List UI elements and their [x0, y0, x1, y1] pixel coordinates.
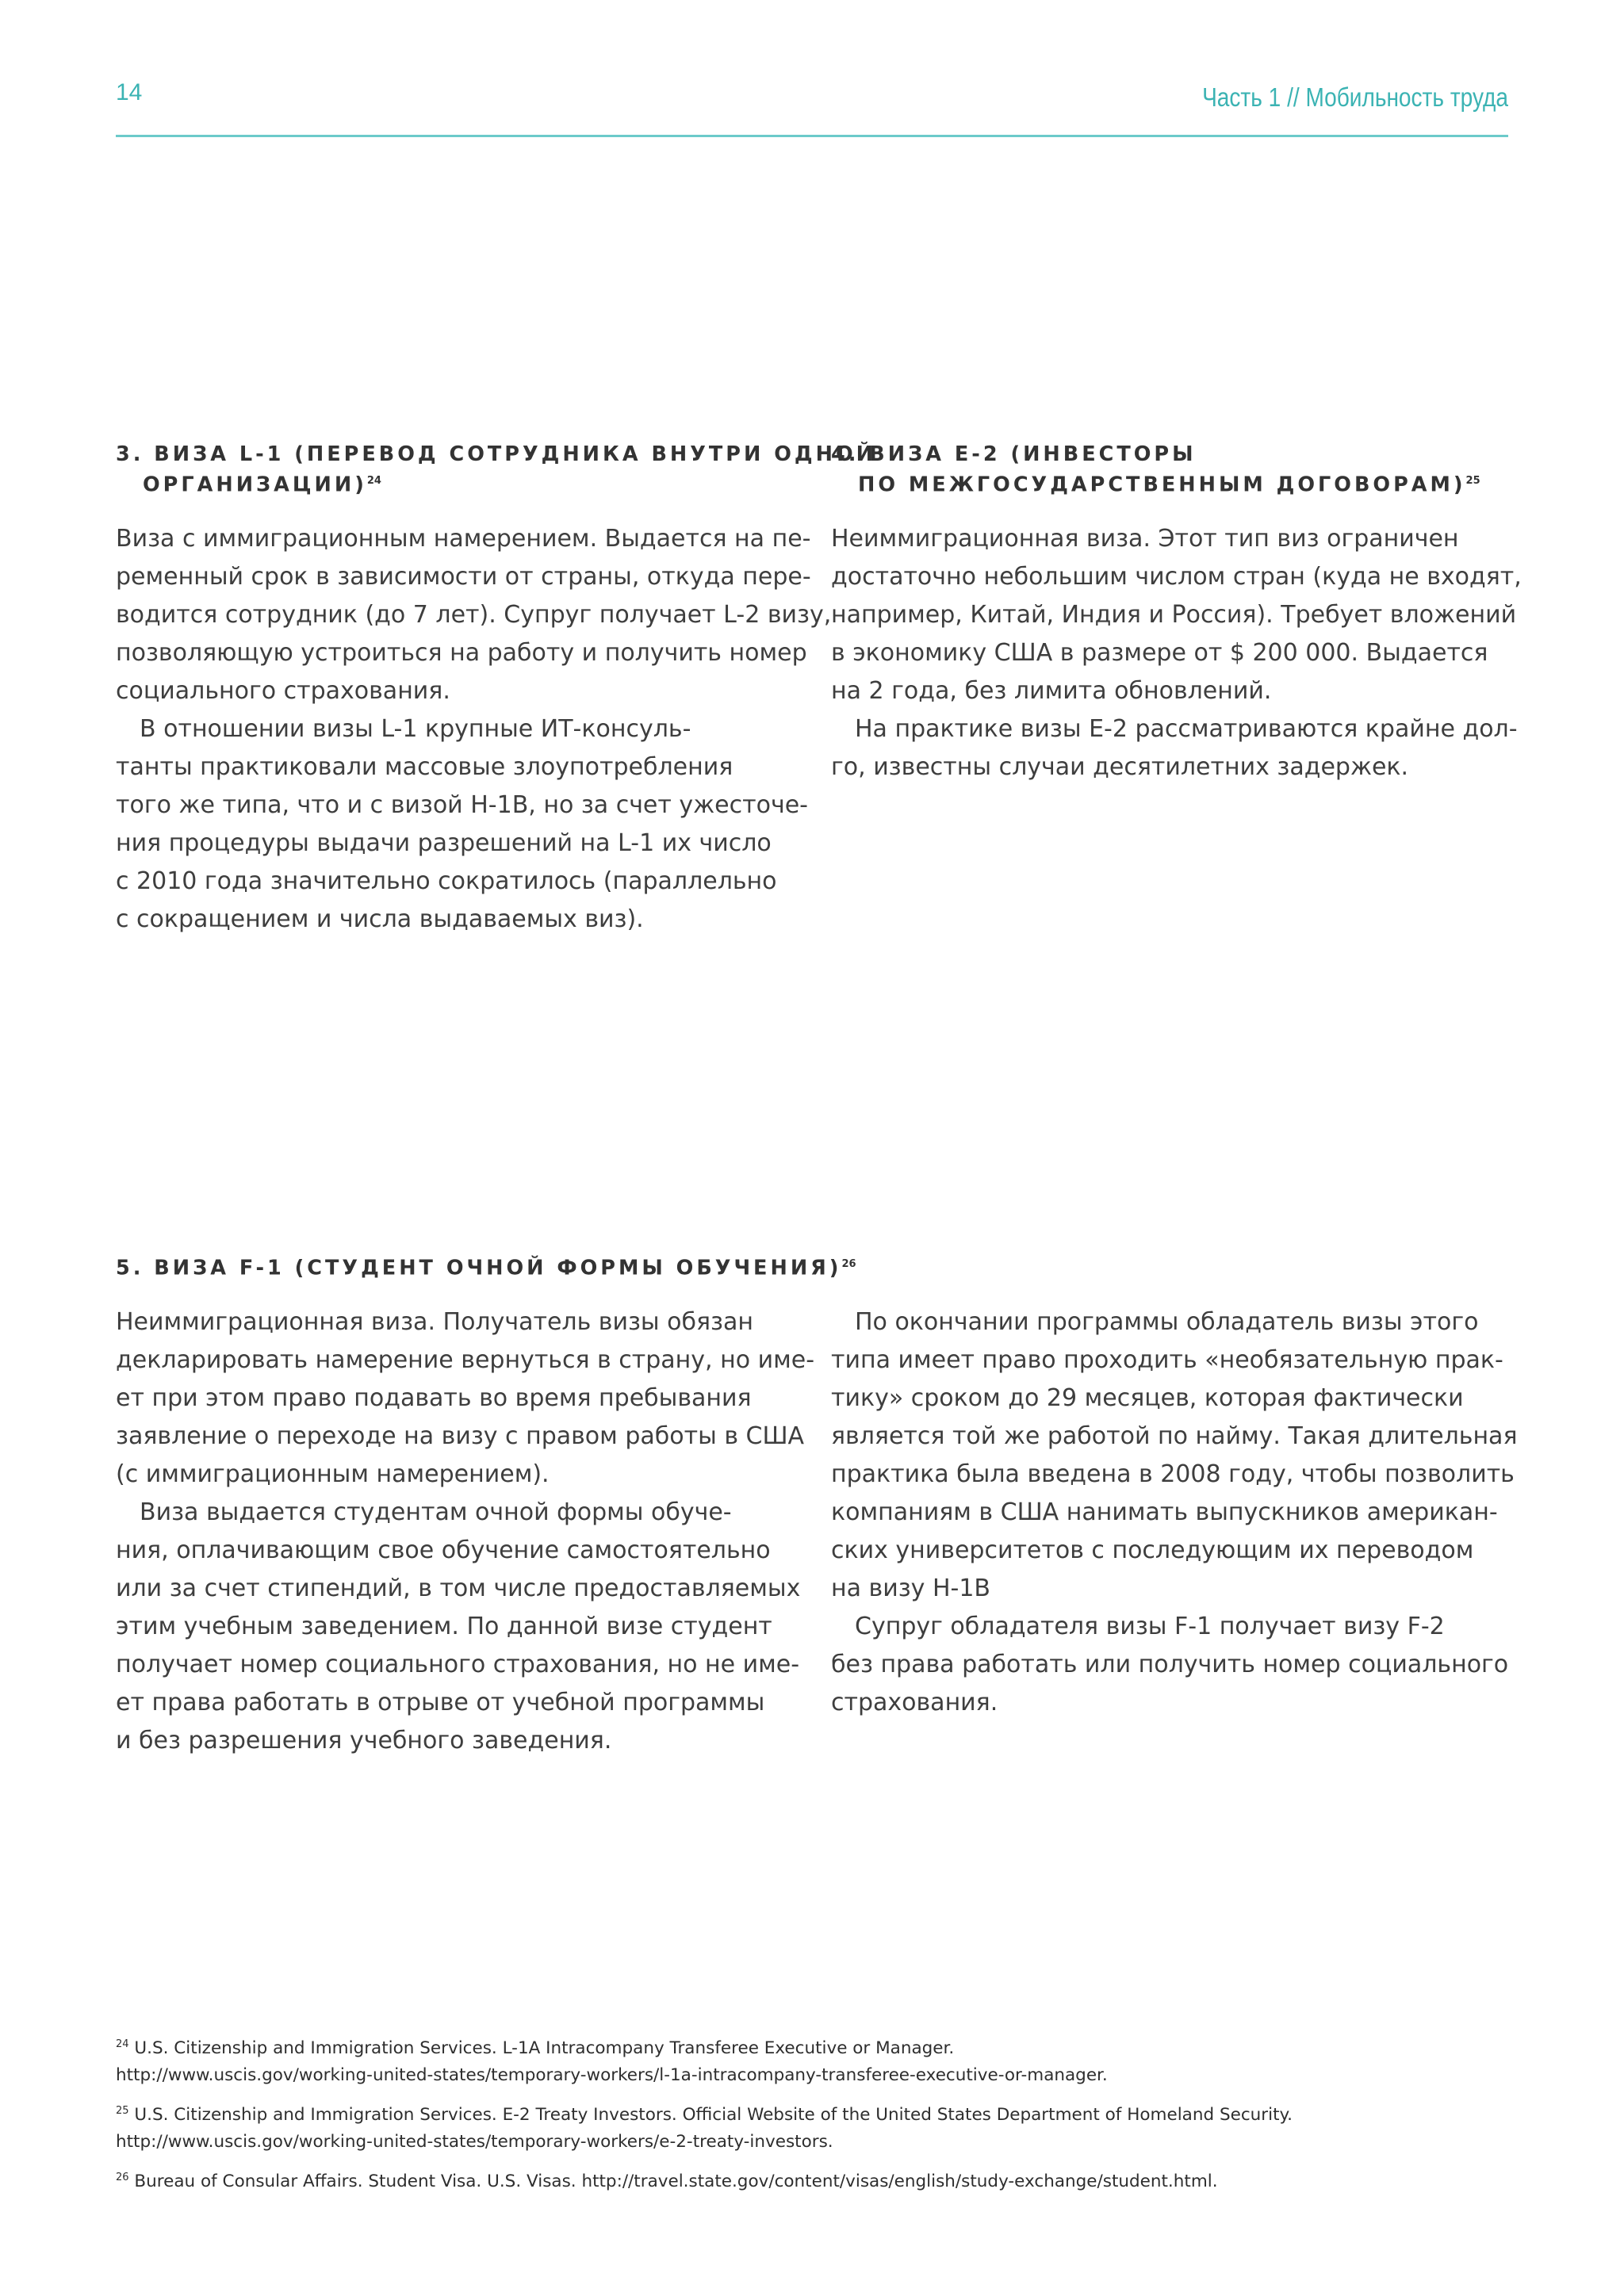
section-title: Часть 1 // Мобильность труда [1202, 82, 1508, 112]
body-l1 [116, 520, 832, 939]
footnote-ref-24: 24 [366, 475, 381, 487]
body-line: танты практиковали массовые злоупотребления [116, 753, 733, 781]
heading-e2 [831, 441, 1480, 499]
body-line: страхования. [831, 1689, 998, 1716]
body-line: с сокращением и числа выдаваемых виз). [116, 905, 644, 933]
body-line: Виза с иммиграционным намерением. Выдается на пе- [116, 525, 811, 553]
body-line: В отношении визы L-1 крупные ИТ-консуль- [140, 715, 691, 743]
body-f1-right [831, 1303, 1518, 1722]
body-line: типа имеет право проходить «необязательную прак- [831, 1346, 1503, 1374]
body-line: ет при этом право подавать во время пребывания [116, 1384, 752, 1412]
body-line: Виза выдается студентам очной формы обуче- [140, 1498, 732, 1526]
body-line: на 2 года, без лимита обновлений. [831, 677, 1272, 705]
heading-f1-text: 5. ВИЗА F-1 (СТУДЕНТ ОЧНОЙ ФОРМЫ ОБУЧЕНИЯ) [116, 1256, 842, 1280]
footnote-ref-26: 26 [841, 1258, 856, 1270]
body-line: на визу H-1B [831, 1575, 991, 1602]
body-line: ния, оплачивающим свое обучение самостоятельно [116, 1536, 771, 1564]
footnote-24 [116, 2031, 1293, 2089]
body-line: На практике визы Е-2 рассматриваются крайне дол- [855, 715, 1518, 743]
body-line: достаточно небольшим числом стран (куда не входят, [831, 563, 1522, 591]
heading-e2-line1: 4. ВИЗА E-2 (ИНВЕСТОРЫ [831, 442, 1197, 466]
body-line: практика была введена в 2008 году, чтобы позволить [831, 1460, 1515, 1488]
body-line: в экономику США в размере от $ 200 000. Выдается [831, 639, 1488, 667]
body-f1-left [116, 1303, 815, 1760]
body-line: Неиммиграционная виза. Получатель визы обязан [116, 1308, 753, 1336]
page-number: 14 [116, 79, 143, 105]
footnote-26 [116, 2164, 1293, 2195]
body-line: го, известны случаи десятилетних задержек. [831, 753, 1409, 781]
body-line: с 2010 года значительно сократилось (параллельно [116, 867, 777, 895]
heading-l1 [116, 441, 876, 499]
body-line: получает номер социального страхования, но не име- [116, 1651, 800, 1678]
body-line: ет права работать в отрыве от учебной программы [116, 1689, 765, 1716]
body-line: этим учебным заведением. По данной визе студент [116, 1613, 772, 1640]
heading-l1-line2: ОРГАНИЗАЦИИ) [143, 473, 367, 497]
heading-l1-line1: 3. ВИЗА L-1 (ПЕРЕВОД СОТРУДНИКА ВНУТРИ ОДНОЙ [116, 442, 876, 466]
body-e2 [831, 520, 1522, 786]
body-line: является той же работой по найму. Такая длительная [831, 1422, 1518, 1450]
body-line: По окончании программы обладатель визы этого [855, 1308, 1479, 1336]
body-line: компаниям в США нанимать выпускников американ- [831, 1498, 1498, 1526]
footnote-number: 24 [116, 2038, 129, 2050]
body-line: ских университетов с последующим их переводом [831, 1536, 1474, 1564]
heading-e2-line2: ПО МЕЖГОСУДАРСТВЕННЫМ ДОГОВОРАМ) [858, 473, 1466, 497]
body-line: и без разрешения учебного заведения. [116, 1727, 612, 1755]
heading-f1 [116, 1251, 856, 1282]
body-line: заявление о переходе на визу с правом работы в США [116, 1422, 805, 1450]
body-line: Супруг обладателя визы F-1 получает визу F-2 [855, 1613, 1445, 1640]
body-line: (с иммиграционным намерением). [116, 1460, 550, 1488]
body-line: Неиммиграционная виза. Этот тип виз ограничен [831, 525, 1459, 553]
body-line: или за счет стипендий, в том числе предоставляемых [116, 1575, 801, 1602]
body-line: тику» сроком до 29 месяцев, которая фактически [831, 1384, 1464, 1412]
body-line: без права работать или получить номер социального [831, 1651, 1509, 1678]
footnotes [116, 2031, 1293, 2204]
body-line: ременный срок в зависимости от страны, откуда пере- [116, 563, 811, 591]
body-line: социального страхования. [116, 677, 450, 705]
body-line: ния процедуры выдачи разрешений на L-1 их число [116, 829, 772, 857]
body-line: декларировать намерение вернуться в страну, но име- [116, 1346, 815, 1374]
footnote-text: U.S. Citizenship and Immigration Services. E-2 Treaty Investors. Official Website of the United States Department of Homeland Security. [134, 2105, 1293, 2126]
body-line: того же типа, что и с визой H-1B, но за счет ужесточе- [116, 791, 808, 819]
body-line: позволяющую устроиться на работу и получить номер [116, 639, 807, 667]
footnote-text: Bureau of Consular Affairs. Student Visa. U.S. Visas. http://travel.state.gov/content/visas/english/study-exchange/student.html. [134, 2172, 1218, 2192]
footnote-25 [116, 2098, 1293, 2156]
footnote-number: 25 [116, 2105, 129, 2118]
header-divider [116, 135, 1508, 137]
footnote-url[interactable]: http://www.uscis.gov/working-united-states/temporary-workers/l-1a-intracompany-transferee-executive-or-manager. [116, 2065, 1108, 2086]
footnote-number: 26 [116, 2172, 129, 2184]
body-line: например, Китай, Индия и Россия). Требует вложений [831, 601, 1517, 629]
footnote-ref-25: 25 [1465, 475, 1480, 487]
body-line: водится сотрудник (до 7 лет). Супруг получает L-2 визу, [116, 601, 832, 629]
footnote-url[interactable]: http://www.uscis.gov/working-united-states/temporary-workers/e-2-treaty-investors. [116, 2132, 833, 2152]
footnote-text: U.S. Citizenship and Immigration Services. L-1A Intracompany Transferee Executive or Manager. [134, 2038, 955, 2059]
